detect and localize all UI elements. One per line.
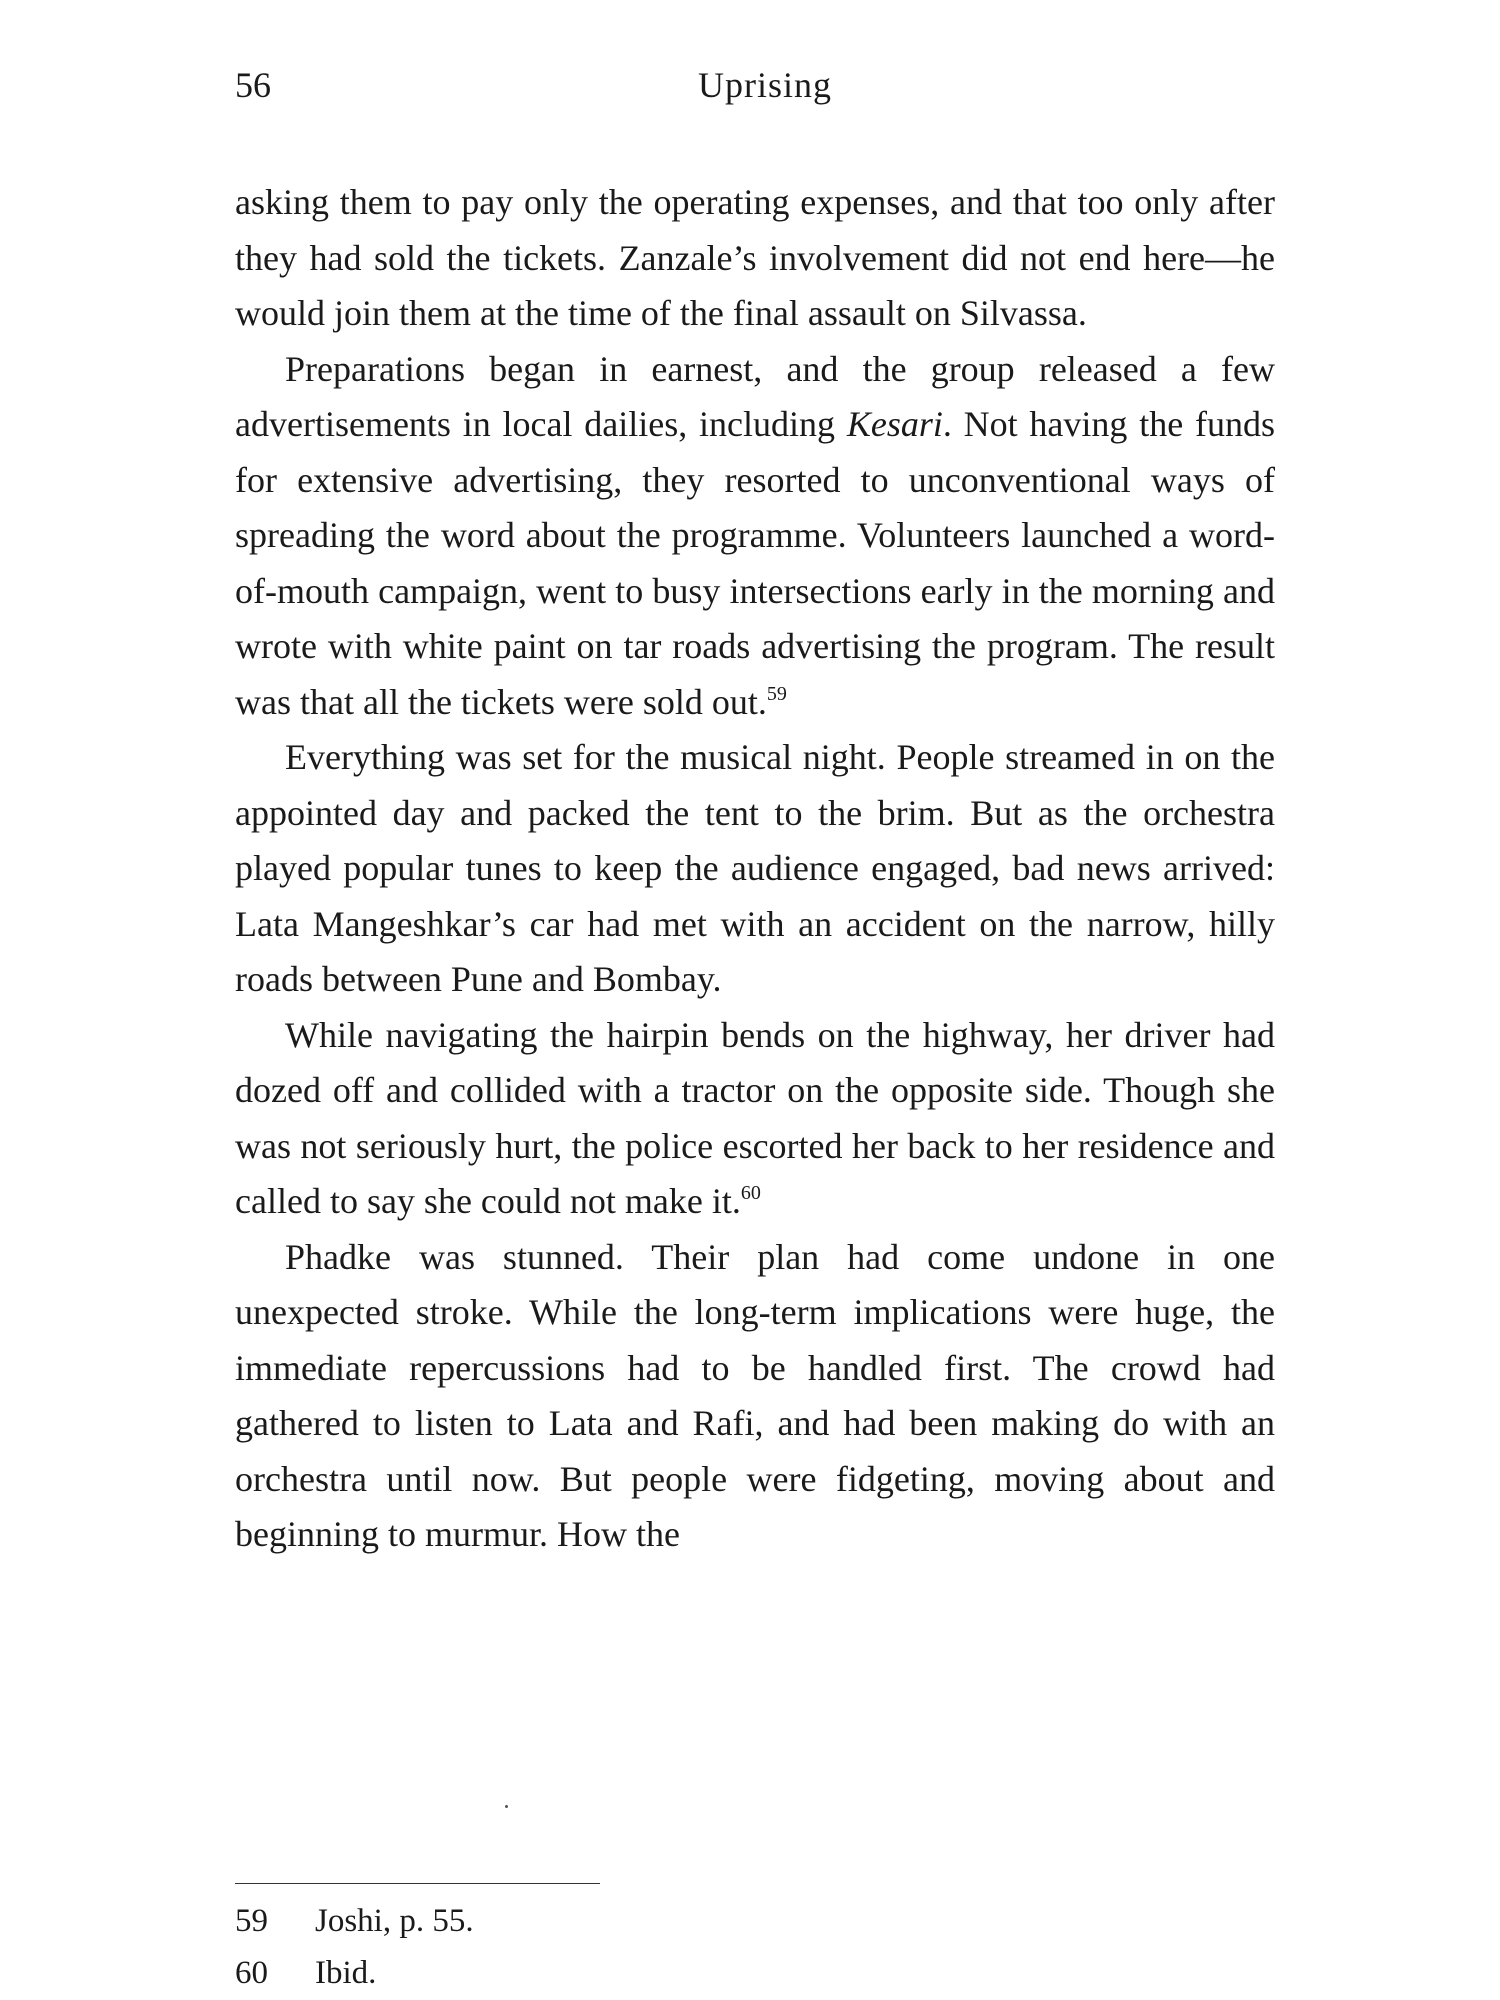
paragraph (235, 730, 1275, 1008)
running-head: Uprising (698, 65, 832, 105)
paragraph (235, 1008, 1275, 1230)
footnote-number: 59 (235, 1903, 268, 1939)
footnote-text: Joshi, p. 55. (315, 1903, 474, 1939)
paragraph-text: . Not having the funds for extensive advertising, they resorted to unconventional ways of spreading the word about the programme. Volunteers launched a word-of-mouth campaign, went to busy intersections early in the morning and wrote with white paint on tar roads advertising the program. The result was that all the tickets were sold out. (235, 404, 1275, 722)
footnote-rule (235, 1883, 600, 1884)
paragraph-text: Phadke was stunned. Their plan had come undone in one unexpected stroke. While the long-term implications were huge, the immediate repercussions had to be handled first. The crowd had gathered to listen to Lata and Rafi, and had been making do with an orchestra until now. But people were fidgeting, moving about and beginning to murmur. How the (235, 1236, 1275, 1554)
footnote (235, 1947, 474, 1999)
footnotes (235, 1895, 474, 1999)
print-speck (505, 1805, 508, 1808)
italic-text: Kesari (846, 404, 943, 444)
paragraph-text: Preparations began in earnest, and the group released a few advertisements in local dailies, including (235, 348, 1275, 444)
footnote-text: Ibid. (315, 1955, 377, 1991)
page-number: 56 (235, 65, 271, 105)
footnote-reference: 60 (740, 1182, 761, 1204)
paragraph-text: asking them to pay only the operating expenses, and that too only after they had sold the tickets. Zanzale’s involvement did not end here—he would join them at the time of the final assault on Silvassa. (235, 182, 1275, 333)
footnote-reference: 59 (766, 682, 787, 705)
footnote (235, 1895, 474, 1947)
page-header (235, 64, 1275, 124)
paragraph (235, 1230, 1275, 1563)
paragraph (235, 342, 1275, 731)
paragraph-text: Everything was set for the musical night. People streamed in on the appointed day and packed the tent to the brim. But as the orchestra played popular tunes to keep the audience engaged, bad news arrived: Lata Mangeshkar’s car had met with an accident on the narrow, hilly roads between Pune and Bombay. (235, 737, 1275, 999)
paragraph (235, 175, 1275, 342)
paragraph-text: While navigating the hairpin bends on the highway, her driver had dozed off and collided with a tractor on the opposite side. Though she was not seriously hurt, the police escorted her back to her residence and called to say she could not make it. (235, 1014, 1275, 1221)
body-text (235, 175, 1275, 1563)
footnote-number: 60 (235, 1955, 268, 1991)
